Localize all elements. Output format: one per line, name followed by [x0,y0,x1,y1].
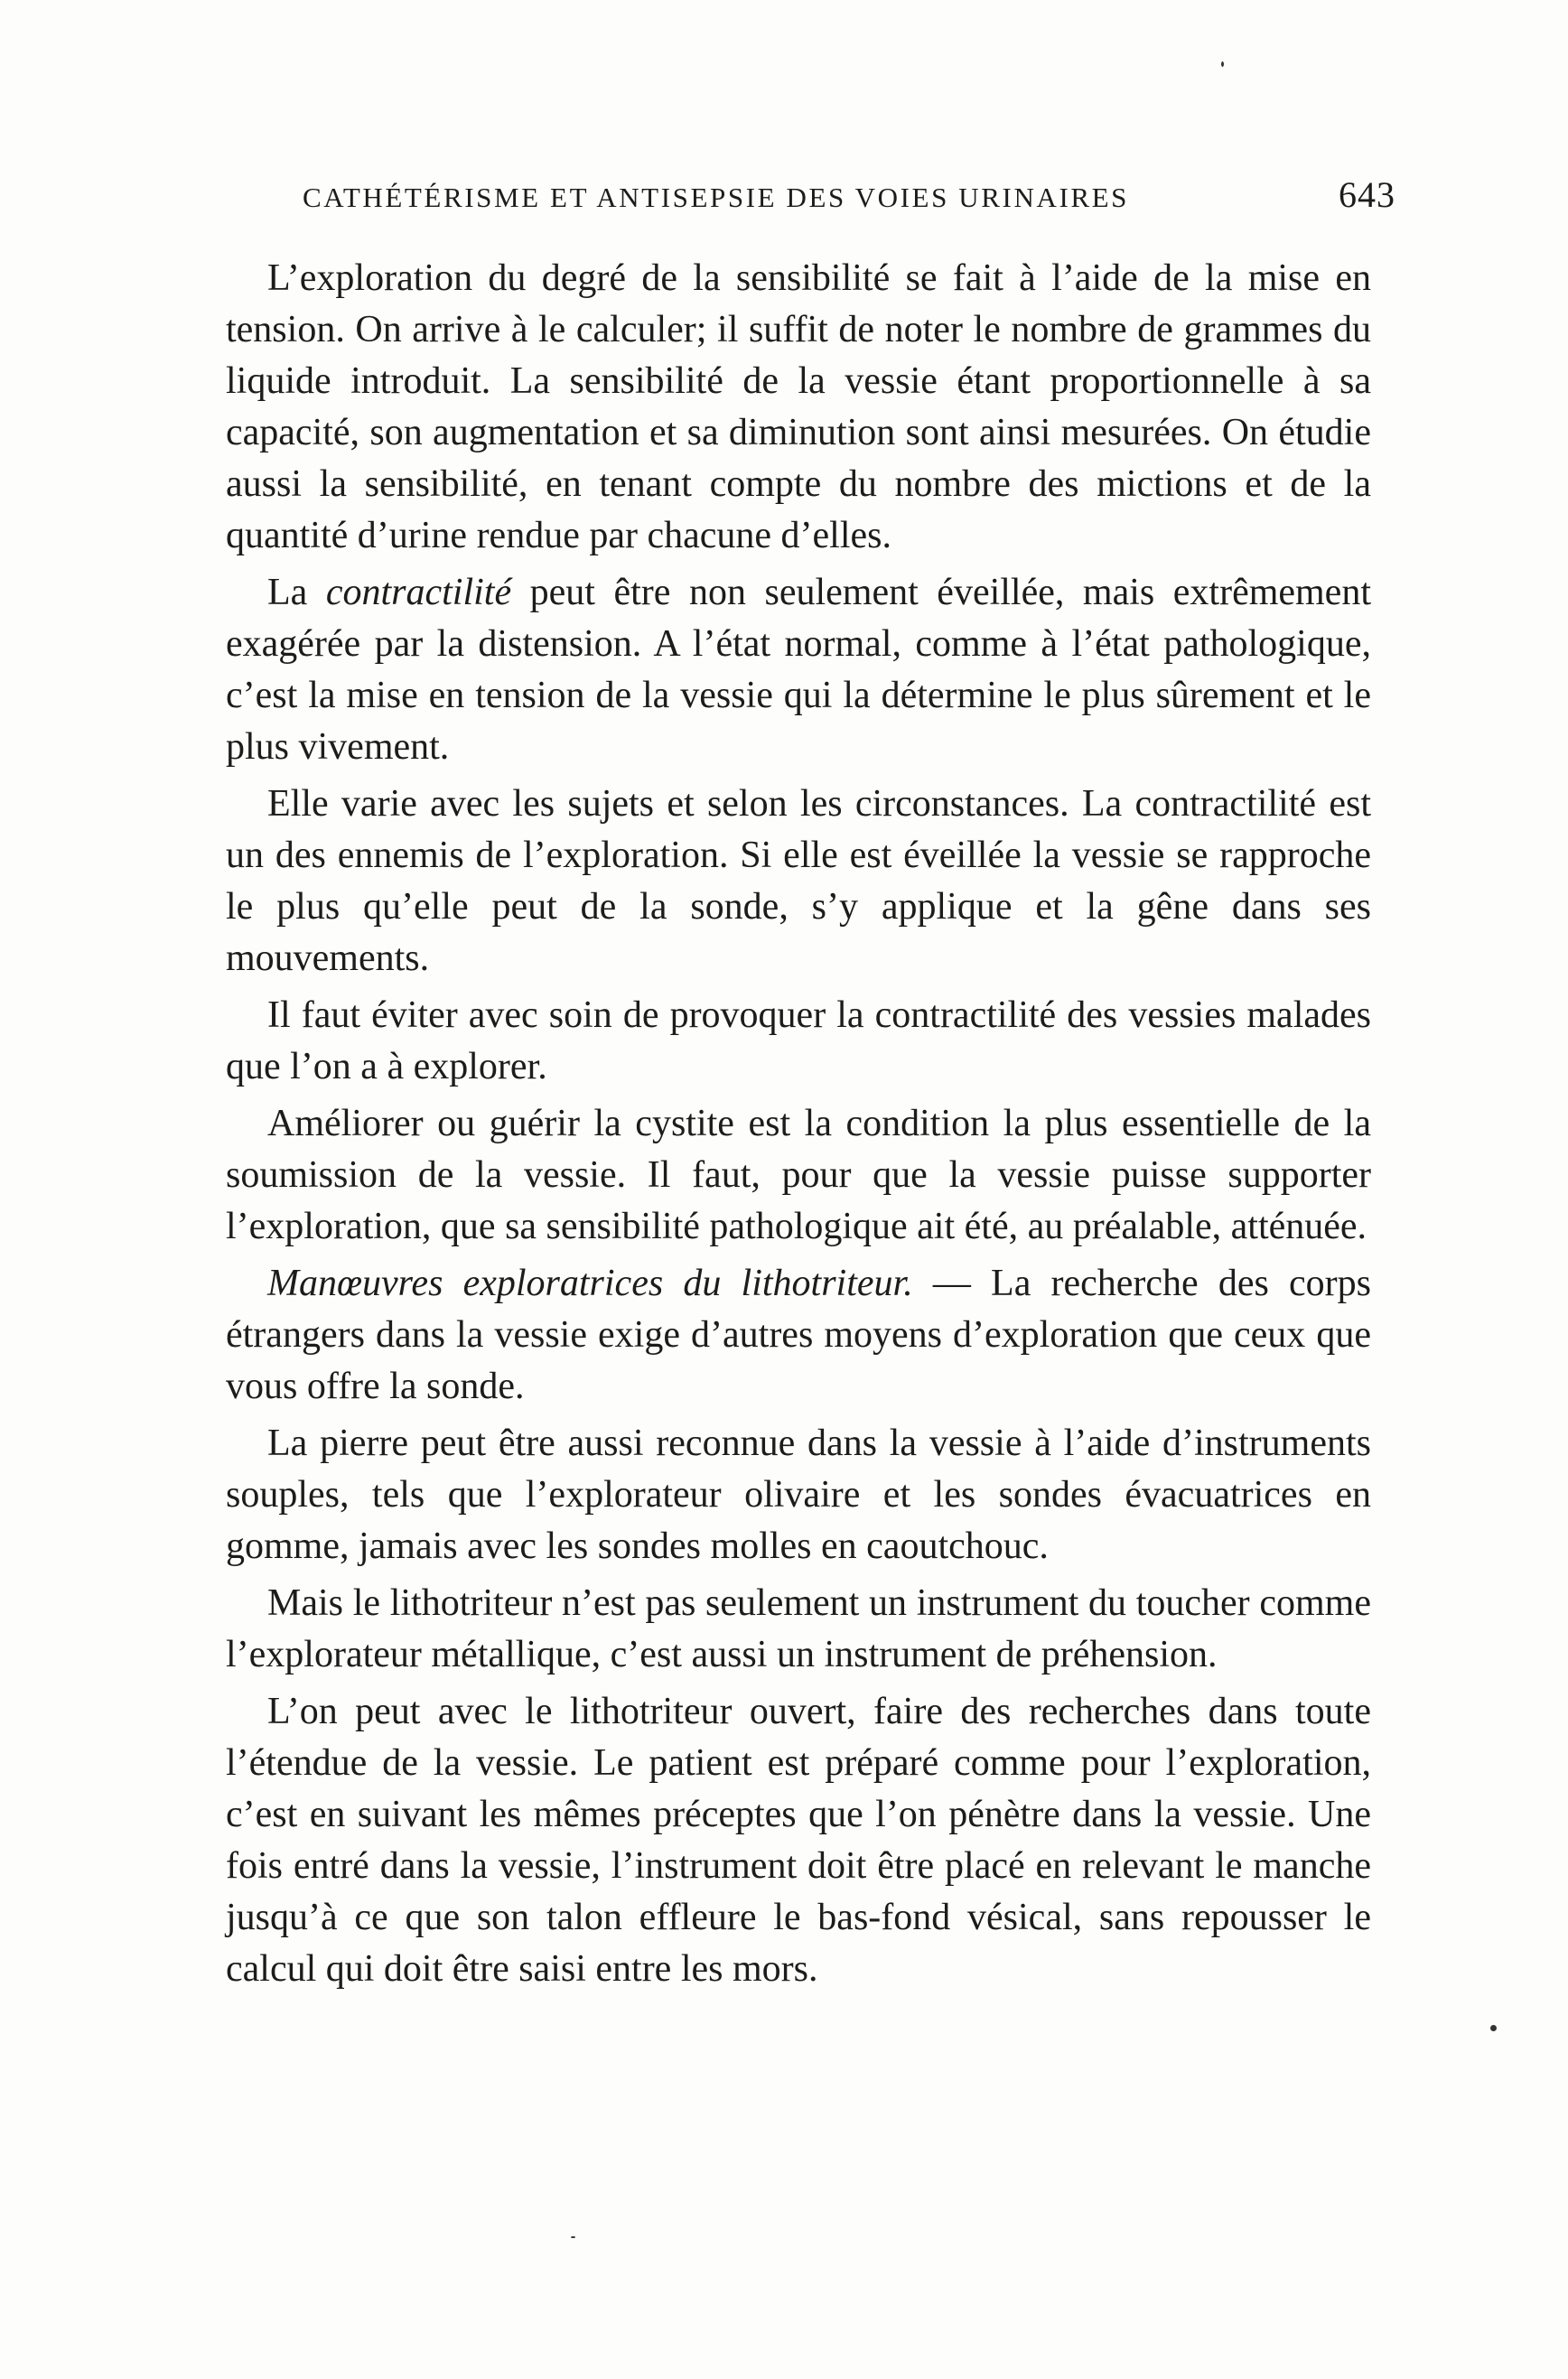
paragraph-text: Améliorer ou guérir la cystite est la condition la plus essentielle de la soumission de la vessie. Il faut, pour que la vessie puisse supporter l’exploration, que sa sensibilité pathologique ait été, au préalable, atténuée. [226,1103,1371,1247]
page-number: 643 [1339,174,1395,215]
section-heading: Manœuvres exploratrices du lithotriteur. [267,1263,913,1304]
scan-speck [571,2236,575,2238]
paragraph-text: L’on peut avec le lithotriteur ouvert, faire des recherches dans toute l’étendue de la vessie. Le patient est préparé comme pour l’exploration, c’est en suivant les mêmes préceptes que l’on pénètre dans la vessie. Une fois entré dans la vessie, l’instrument doit être placé en relevant le manche jusqu’à ce que son talon effleure le bas-fond vésical, sans repousser le calcul qui doit être saisi entre les mors. [226,1691,1371,1990]
paragraph-lead: La [267,572,326,613]
paragraph [226,567,1371,773]
paragraph [226,253,1371,562]
paragraph-text: La pierre peut être aussi reconnue dans la vessie à l’aide d’instruments souples, tels que l’explorateur olivaire et les sondes évacuatrices en gomme, jamais avec les sondes molles en caoutchouc. [226,1423,1371,1567]
paragraph [226,1418,1371,1572]
section-paragraph [226,1258,1371,1413]
running-title: CATHÉTÉRISME ET ANTISEPSIE DES VOIES URINAIRES [303,182,1130,213]
paragraph-text: — La recherche des corps étrangers dans la vessie exige d’autres moyens d’exploration que ceux que vous offre la sonde. [226,1263,1371,1407]
paragraph-text: Il faut éviter avec soin de provoquer la contractilité des vessies malades que l’on a à explorer. [226,994,1371,1087]
paragraph-text: L’exploration du degré de la sensibilité se fait à l’aide de la mise en tension. On arrive à le calculer; il suffit de noter le nombre de grammes du liquide introduit. La sensibilité de la vessie étant proportionnelle à sa capacité, son augmentation et sa diminution sont ainsi mesurées. On étudie aussi la sensibilité, en tenant compte du nombre des mictions et de la quantité d’urine rendue par chacune d’elles. [226,257,1371,556]
paragraph-text: peut être non seulement éveillée, mais extrêmement exagérée par la distension. A l’état normal, comme à l’état pathologique, c’est la mise en tension de la vessie qui la détermine le plus sûrement et le plus vivement. [226,572,1371,768]
italic-term: contractilité [325,572,512,613]
scan-speck [1490,2025,1497,2031]
paragraph [226,779,1371,984]
paragraph [226,990,1371,1093]
scan-speck [1221,61,1224,67]
paragraph [226,1578,1371,1681]
page-header [303,173,1395,228]
body-text [226,253,1371,2001]
paragraph [226,1098,1371,1253]
paragraph-text: Elle varie avec les sujets et selon les circonstances. La contractilité est un des ennemis de l’exploration. Si elle est éveillée la vessie se rapproche le plus qu’elle peut de la sonde, s’y applique et la gêne dans ses mouvements. [226,783,1371,979]
paragraph [226,1686,1371,1995]
paragraph-text: Mais le lithotriteur n’est pas seulement un instrument du toucher comme l’explorateur métallique, c’est aussi un instrument de préhension. [226,1582,1371,1675]
